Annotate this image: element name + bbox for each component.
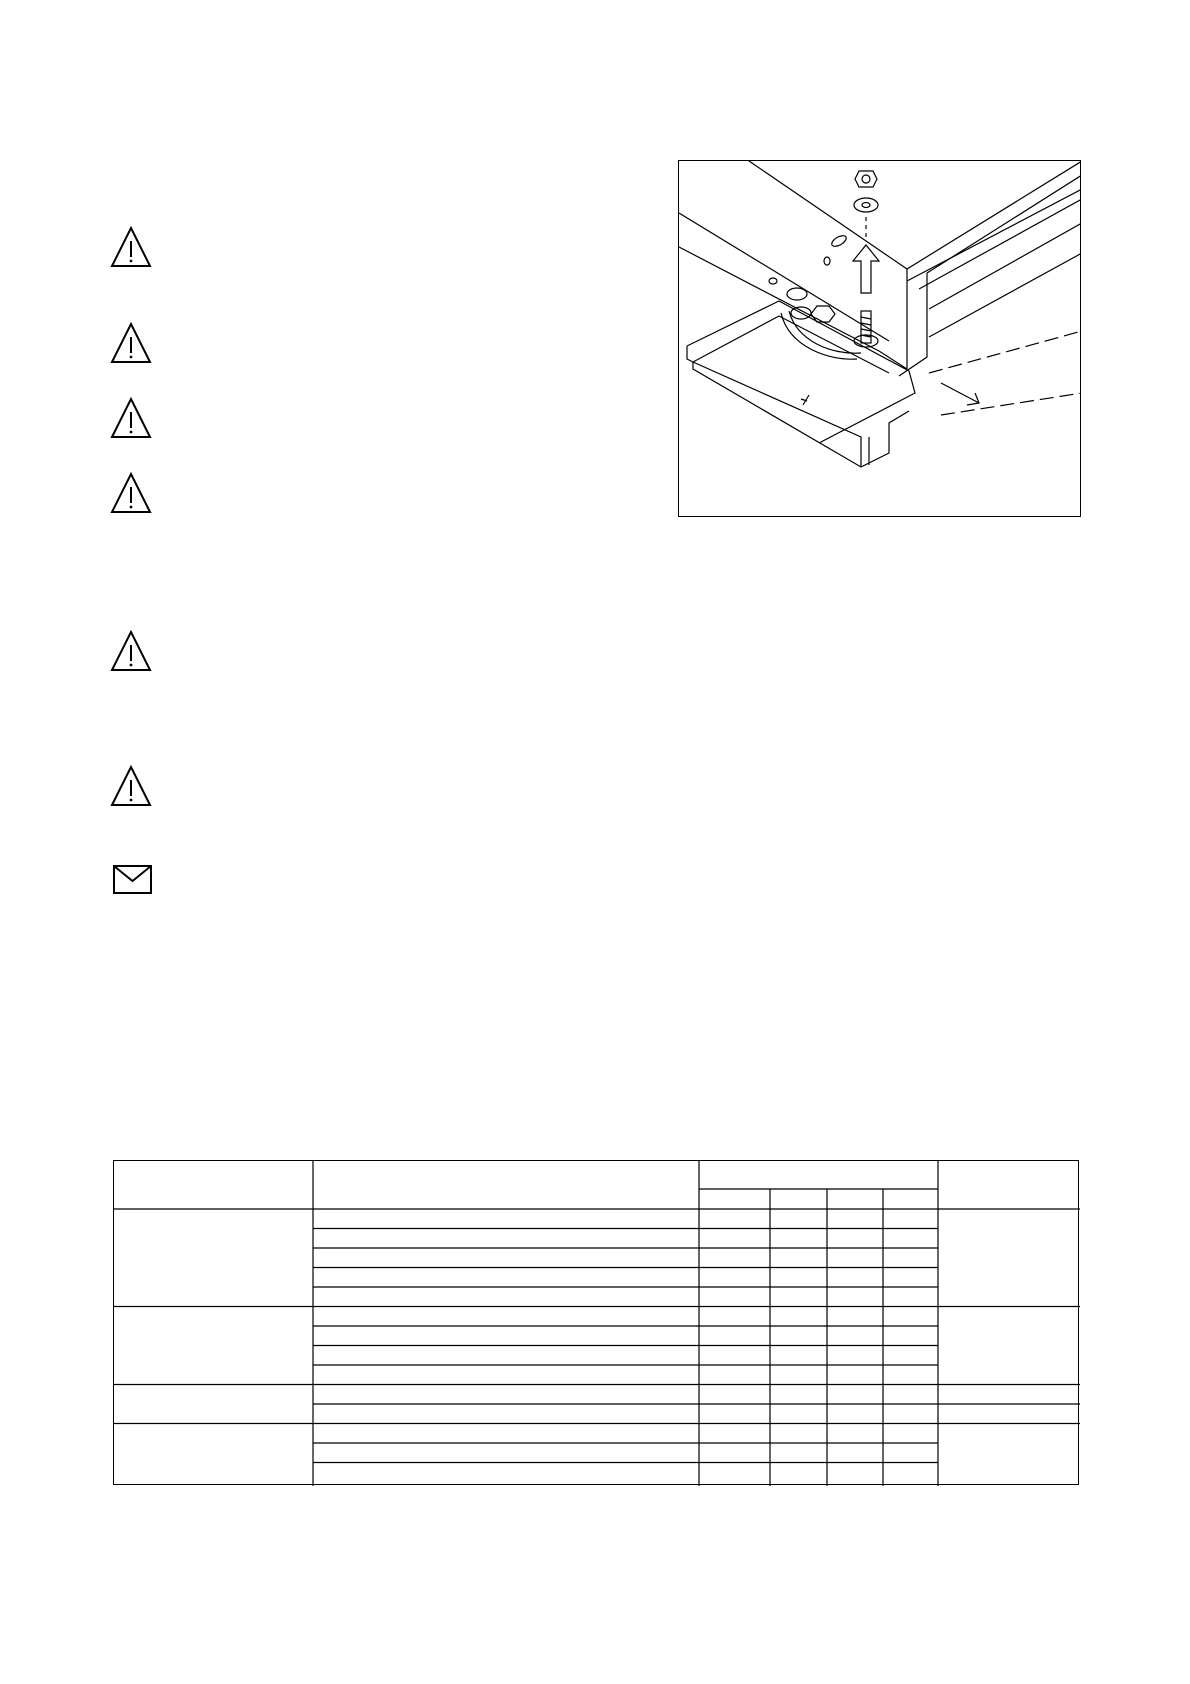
warning-icon xyxy=(110,765,152,807)
warning-icon xyxy=(110,226,152,268)
specification-table xyxy=(113,1160,1079,1485)
mounting-bracket-illustration xyxy=(678,160,1081,517)
warning-icon xyxy=(110,322,152,364)
warning-icon xyxy=(110,397,152,439)
warning-icon xyxy=(110,630,152,672)
warning-icon xyxy=(110,472,152,514)
envelope-icon xyxy=(112,864,154,896)
